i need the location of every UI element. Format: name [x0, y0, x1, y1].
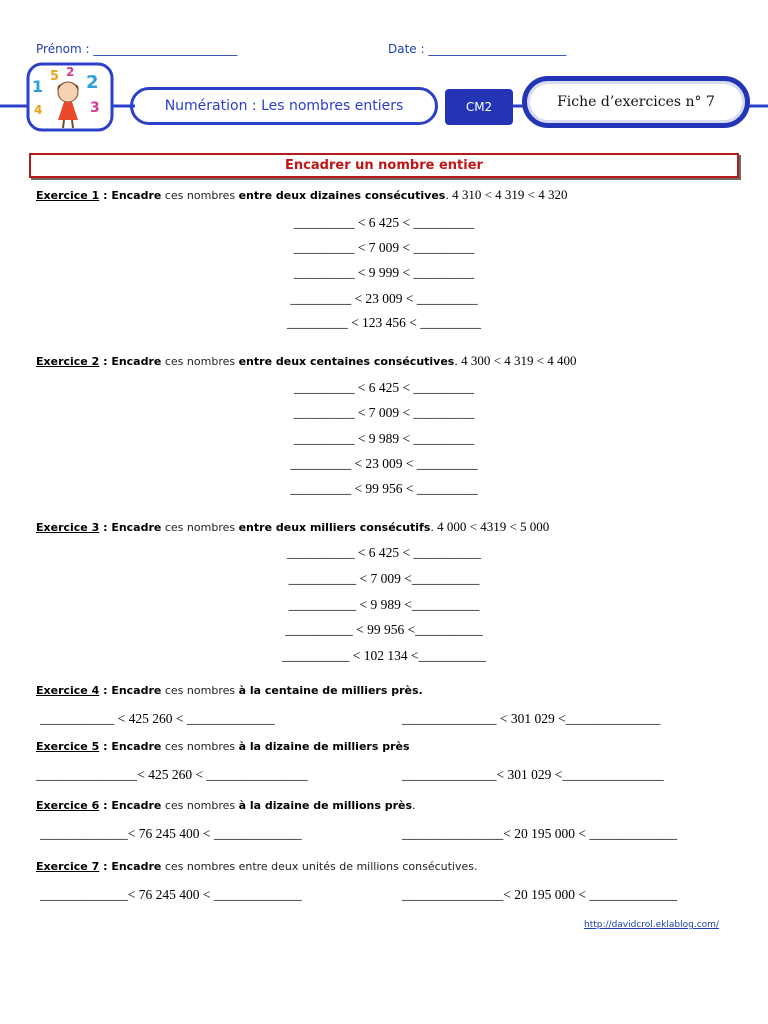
exercise-line: __________ < 102 134 <__________ [281, 648, 487, 663]
exercise-sep: : [99, 684, 112, 697]
exercise-line: ______________< 301 029 <_______________ [402, 767, 664, 782]
exercise-verb: Encadre [111, 189, 162, 202]
exercise-line: _________ < 9 989 < _________ [293, 431, 475, 446]
exercise-line: ___________ < 425 260 < _____________ [40, 711, 275, 726]
exercise-line: _________ < 23 009 < _________ [290, 291, 478, 306]
exercise-bold-text: entre deux dizaines consécutives [238, 189, 446, 202]
exercise-line: __________ < 99 956 <__________ [285, 622, 483, 637]
exercise-text: ces nombres [161, 521, 239, 534]
exercise-label: Exercice 6 [36, 799, 100, 812]
exercise-end: . [412, 799, 416, 812]
exercise-line: _________ < 123 456 < _________ [286, 315, 482, 330]
exercise-verb: Encadre [111, 860, 162, 873]
exercise-sep: : [99, 189, 112, 202]
exercise-sep: : [99, 740, 112, 753]
exercise-verb: Encadre [111, 521, 162, 534]
exercise-bold-text: à la dizaine de millions près [238, 799, 413, 812]
exercise-verb: Encadre [111, 355, 162, 368]
exercise-label: Exercice 3 [36, 521, 100, 534]
exercise-bold-text: à la centaine de milliers près [238, 684, 419, 697]
svg-text:2: 2 [66, 65, 75, 79]
svg-text:1: 1 [32, 77, 44, 96]
exercise-6-heading [36, 799, 416, 812]
svg-text:3: 3 [90, 100, 100, 116]
exercise-line: ______________ < 301 029 <______________ [402, 711, 661, 726]
svg-text:2: 2 [86, 72, 99, 93]
exercise-bold-text: entre deux centaines consécutives [238, 355, 455, 368]
exercise-line: __________ < 7 009 <__________ [288, 571, 480, 586]
worksheet-title: Encadrer un nombre entier [29, 153, 739, 178]
exercise-1-heading [36, 187, 568, 203]
child-numbers-logo-icon [20, 62, 120, 132]
exercise-end: . [430, 521, 434, 534]
exercise-line: _____________< 76 245 400 < _____________ [40, 826, 302, 841]
exercise-example: 4 000 < 4319 < 5 000 [433, 519, 550, 534]
exercise-line: _______________< 425 260 < _______________ [36, 767, 308, 782]
exercise-bold-text: à la dizaine de milliers près [238, 740, 410, 753]
exercise-label: Exercice 1 [36, 189, 100, 202]
exercise-verb: Encadre [111, 740, 162, 753]
exercise-sep: : [99, 521, 112, 534]
exercise-line: _________ < 7 009 < _________ [293, 405, 475, 420]
prenom-field: Prénom : ________________________ [36, 42, 238, 56]
exercise-text: ces nombres [161, 799, 239, 812]
exercise-line: __________ < 6 425 < __________ [286, 545, 482, 560]
exercise-sep: : [99, 860, 112, 873]
exercise-sep: : [99, 799, 112, 812]
exercise-text: ces nombres entre deux unités de millions consécutives. [161, 860, 478, 873]
exercise-bold-text: entre deux milliers consécutifs [238, 521, 431, 534]
exercise-sep: : [99, 355, 112, 368]
exercise-label: Exercice 4 [36, 684, 100, 697]
exercise-label: Exercice 2 [36, 355, 100, 368]
exercise-line: _________ < 6 425 < _________ [293, 215, 475, 230]
fiche-badge [522, 76, 750, 128]
exercise-line: _________ < 6 425 < _________ [293, 380, 475, 395]
exercise-verb: Encadre [111, 799, 162, 812]
exercise-example: 4 310 < 4 319 < 4 320 [448, 187, 568, 202]
exercise-3-heading [36, 519, 549, 535]
exercise-end: . [418, 684, 423, 697]
topic-banner: Numération : Les nombres entiers [130, 87, 438, 125]
exercise-line: _______________< 20 195 000 < _____________ [402, 826, 678, 841]
exercise-text: ces nombres [161, 740, 239, 753]
exercise-4-heading [36, 684, 423, 697]
exercise-line: _____________< 76 245 400 < _____________ [40, 887, 302, 902]
footer-link[interactable]: http://davidcrol.eklablog.com/ [584, 920, 719, 930]
exercise-2-heading [36, 353, 577, 369]
date-field: Date : _______________________ [388, 42, 567, 56]
exercise-end: . [445, 189, 449, 202]
svg-text:5: 5 [50, 69, 60, 84]
exercise-text: ces nombres [161, 684, 239, 697]
fiche-label: Fiche d’exercices n° 7 [557, 94, 715, 110]
exercise-example: 4 300 < 4 319 < 4 400 [457, 353, 577, 368]
exercise-end: . [454, 355, 458, 368]
svg-text:4: 4 [34, 103, 43, 117]
exercise-line: _________ < 7 009 < _________ [293, 240, 475, 255]
level-badge: CM2 [445, 89, 513, 125]
exercise-line: _________ < 99 956 < _________ [290, 481, 478, 496]
exercise-text: ces nombres [161, 355, 239, 368]
exercise-5-heading [36, 740, 410, 753]
exercise-label: Exercice 7 [36, 860, 100, 873]
exercise-label: Exercice 5 [36, 740, 100, 753]
exercise-7-heading [36, 860, 477, 873]
exercise-text: ces nombres [161, 189, 239, 202]
exercise-line: _________ < 23 009 < _________ [290, 456, 478, 471]
exercise-verb: Encadre [111, 684, 162, 697]
exercise-line: _______________< 20 195 000 < _____________ [402, 887, 678, 902]
exercise-line: _________ < 9 999 < _________ [293, 265, 475, 280]
exercise-line: __________ < 9 989 <__________ [288, 597, 480, 612]
